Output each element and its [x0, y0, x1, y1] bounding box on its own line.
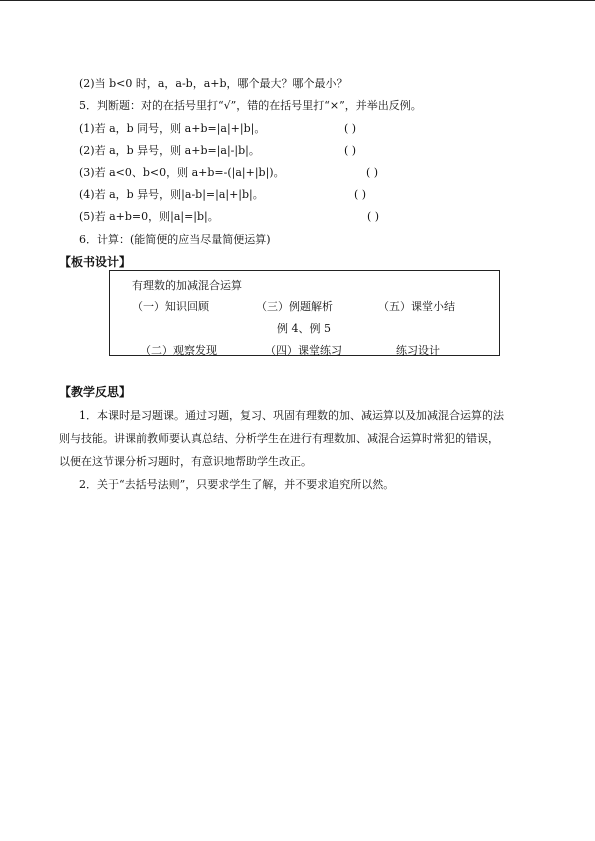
answer-paren-5-4: ( ): [354, 188, 367, 201]
reflection-paragraph-1-line-1: 1．本课时是习题课。通过习题，复习、巩固有理数的加、减运算以及加减混合运算的法: [79, 409, 504, 422]
answer-paren-5-1: ( ): [344, 122, 357, 135]
header-rule: [0, 0, 595, 1]
board-title: 有理数的加减混合运算: [132, 279, 242, 292]
board-item-3: （三）例题解析: [256, 300, 333, 313]
board-examples: 例 4、例 5: [277, 322, 331, 335]
reflection-paragraph-1-line-2: 则与技能。讲课前教师要认真总结、分析学生在进行有理数加、减混合运算时常犯的错误，: [59, 432, 499, 445]
board-item-1: （一）知识回顾: [132, 300, 209, 313]
question-4-2: (2)当 b<0 时，a，a-b，a+b，哪个最大？哪个最小？: [79, 77, 348, 90]
question-5-4: (4)若 a，b 异号，则|a-b|=|a|+|b|。: [79, 188, 264, 201]
question-5-title: 5．判断题：对的在括号里打“√”，错的在括号里打“×”，并举出反例。: [79, 99, 422, 112]
question-6: 6．计算：(能简便的应当尽量简便运算): [79, 233, 271, 246]
board-practice: 练习设计: [396, 344, 440, 357]
reflection-paragraph-1-line-3: 以便在这节课分析习题时，有意识地帮助学生改正。: [59, 455, 312, 468]
board-design-heading: 【板书设计】: [59, 255, 132, 269]
reflection-paragraph-2: 2．关于“去括号法则”，只要求学生了解，并不要求追究所以然。: [79, 478, 395, 491]
board-item-2: （二）观察发现: [140, 344, 217, 357]
question-5-1: (1)若 a，b 同号，则 a+b=|a|+|b|。: [79, 122, 266, 135]
answer-paren-5-3: ( ): [366, 166, 379, 179]
board-item-5: （五）课堂小结: [378, 300, 455, 313]
board-design-box: [109, 270, 500, 356]
question-5-2: (2)若 a，b 异号，则 a+b=|a|-|b|。: [79, 144, 260, 157]
answer-paren-5-5: ( ): [367, 210, 380, 223]
board-item-4: （四）课堂练习: [265, 344, 342, 357]
question-5-3: (3)若 a<0、b<0，则 a+b=-(|a|+|b|)。: [79, 166, 285, 179]
answer-paren-5-2: ( ): [344, 144, 357, 157]
reflection-heading: 【教学反思】: [59, 385, 132, 399]
question-5-5: (5)若 a+b=0，则|a|=|b|。: [79, 210, 219, 223]
